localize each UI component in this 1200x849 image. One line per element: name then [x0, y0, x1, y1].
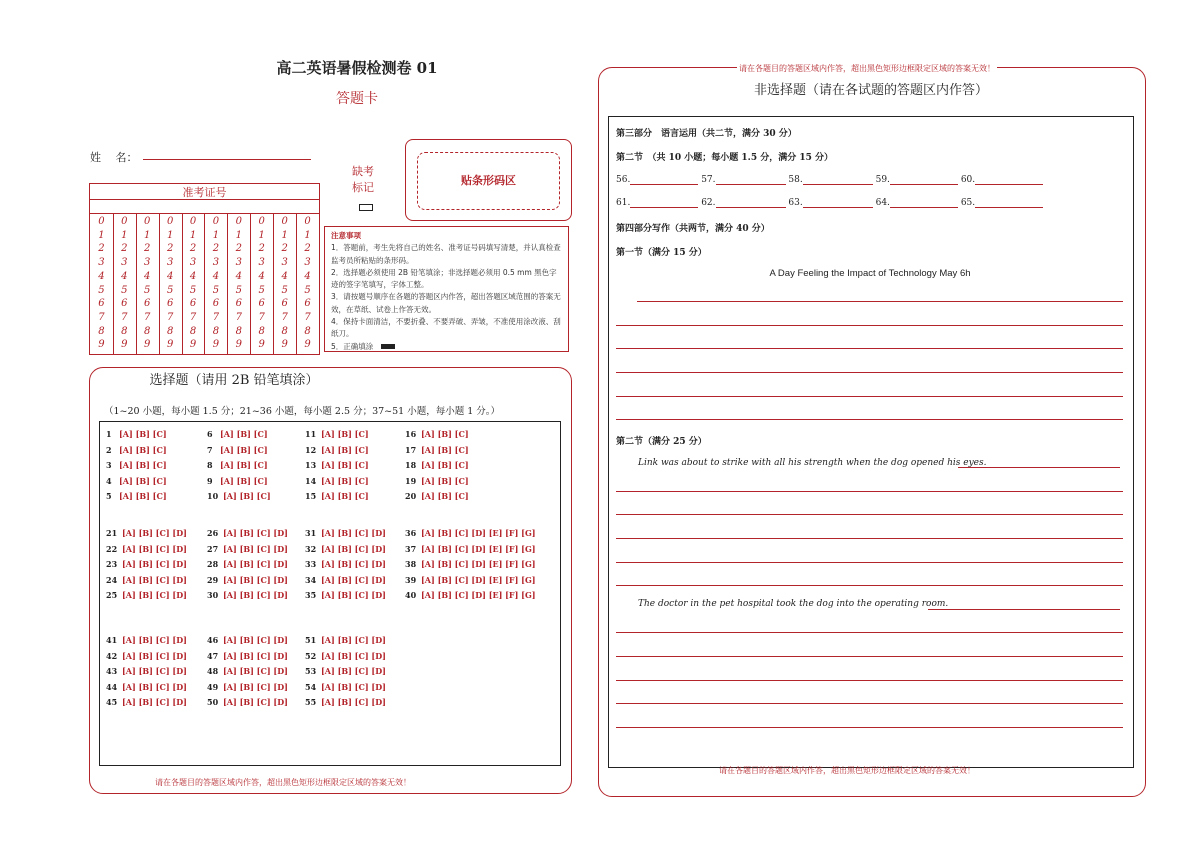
- writing-line[interactable]: [616, 656, 1123, 657]
- exam-digit-bubble[interactable]: 7: [166, 311, 174, 323]
- question-40[interactable]: 40 [A] [B] [C] [D] [E] [F] [G]: [405, 590, 536, 600]
- exam-digit-bubble[interactable]: 7: [304, 311, 311, 323]
- question-24[interactable]: 24 [A] [B] [C] [D]: [106, 574, 187, 585]
- exam-digit-bubble[interactable]: 1: [98, 229, 105, 241]
- exam-digit-bubble[interactable]: 6: [166, 298, 174, 310]
- exam-digit-bubble[interactable]: 3: [235, 257, 243, 269]
- exam-digit-bubble[interactable]: 4: [166, 270, 174, 282]
- exam-digit-bubble[interactable]: 9: [235, 339, 243, 351]
- notice-box: [324, 226, 569, 352]
- exam-digit-bubble[interactable]: 1: [281, 229, 288, 241]
- exam-digit-bubble[interactable]: 6: [121, 298, 128, 310]
- question-7[interactable]: 7 [A] [B] [C]: [207, 444, 268, 455]
- exam-digit-bubble[interactable]: 2: [235, 243, 243, 255]
- exam-digit-bubble[interactable]: 8: [235, 325, 243, 337]
- exam-digit-bubble[interactable]: 8: [189, 325, 197, 337]
- exam-digit-bubble[interactable]: 2: [281, 243, 288, 255]
- exam-digit-bubble[interactable]: 3: [166, 257, 174, 269]
- exam-digit-bubble[interactable]: 2: [144, 243, 151, 255]
- question-8[interactable]: 8 [A] [B] [C]: [207, 460, 268, 470]
- question-19[interactable]: 19 [A] [B] [C]: [405, 475, 469, 486]
- blank-field[interactable]: [975, 184, 1043, 185]
- exam-digit-bubble[interactable]: 6: [235, 298, 243, 310]
- exam-digit-bubble[interactable]: 3: [281, 257, 288, 269]
- name-label: 姓 名：: [90, 151, 138, 164]
- sheet-subtitle: 答题卡: [336, 91, 378, 107]
- exam-digit-bubble[interactable]: 8: [144, 325, 151, 337]
- blank-field[interactable]: [630, 184, 698, 185]
- question-35[interactable]: 35 [A] [B] [C] [D]: [305, 590, 386, 600]
- exam-digit-bubble[interactable]: 7: [258, 311, 265, 323]
- exam-digit-bubble[interactable]: 0: [144, 216, 151, 227]
- exam-digit-bubble[interactable]: 4: [304, 270, 311, 282]
- exam-digit-bubble[interactable]: 0: [189, 216, 197, 227]
- question-39[interactable]: 39 [A] [B] [C] [D] [E] [F] [G]: [405, 574, 536, 585]
- writing-line[interactable]: [616, 538, 1123, 539]
- question-3[interactable]: 3 [A] [B] [C]: [106, 460, 167, 470]
- exam-number-column[interactable]: [205, 213, 229, 354]
- exam-digit-bubble[interactable]: 7: [144, 311, 151, 323]
- exam-digit-bubble[interactable]: 0: [304, 216, 311, 227]
- notice-item: 3．请按题号顺序在各题的答题区内作答，超出答题区域范围的答案无效，在草纸、试卷上作答无效。: [331, 292, 561, 314]
- part4-heading: 第四部分写作（共两节，满分 40 分）: [616, 224, 770, 234]
- exam-digit-bubble[interactable]: 5: [98, 284, 105, 296]
- exam-digit-bubble[interactable]: 1: [189, 229, 197, 241]
- question-17[interactable]: 17 [A] [B] [C]: [405, 444, 469, 455]
- exam-number-column[interactable]: [227, 213, 251, 354]
- exam-digit-bubble[interactable]: 6: [189, 298, 197, 310]
- exam-digit-bubble[interactable]: 9: [212, 339, 220, 351]
- writing-line[interactable]: [616, 491, 1123, 492]
- exam-digit-bubble[interactable]: 2: [258, 243, 265, 255]
- exam-digit-bubble[interactable]: 1: [212, 229, 220, 241]
- question-27[interactable]: 27 [A] [B] [C] [D]: [207, 543, 288, 554]
- exam-digit-bubble[interactable]: 3: [121, 257, 128, 269]
- question-13[interactable]: 13 [A] [B] [C]: [305, 460, 369, 470]
- exam-digit-bubble[interactable]: 8: [98, 325, 105, 337]
- exam-digit-bubble[interactable]: 7: [189, 311, 197, 323]
- name-field[interactable]: [143, 159, 311, 160]
- exam-digit-bubble[interactable]: 8: [258, 325, 265, 337]
- exam-number-column[interactable]: [182, 213, 206, 354]
- notice-item: 4．保持卡面清洁，不要折叠、不要弄破、弄皱，不准使用涂改液、刮纸刀。: [331, 317, 561, 339]
- exam-digit-bubble[interactable]: 5: [166, 284, 174, 296]
- exam-digit-bubble[interactable]: 5: [281, 284, 288, 296]
- blank-field[interactable]: [630, 207, 698, 208]
- exam-digit-bubble[interactable]: 5: [304, 284, 311, 296]
- question-26[interactable]: 26 [A] [B] [C] [D]: [207, 528, 288, 538]
- exam-digit-bubble[interactable]: 5: [144, 284, 151, 296]
- exam-digit-bubble[interactable]: 9: [189, 339, 197, 351]
- writing-line[interactable]: [616, 632, 1123, 633]
- exam-digit-bubble[interactable]: 4: [258, 270, 265, 282]
- exam-number-column[interactable]: [159, 213, 183, 354]
- writing-line[interactable]: [616, 372, 1123, 373]
- question-45[interactable]: 45 [A] [B] [C] [D]: [106, 697, 187, 707]
- question-18[interactable]: 18 [A] [B] [C]: [405, 460, 469, 470]
- blank-field[interactable]: [890, 207, 958, 208]
- exam-digit-bubble[interactable]: 1: [121, 229, 128, 241]
- question-32[interactable]: 32 [A] [B] [C] [D]: [305, 543, 386, 554]
- absent-mark-box[interactable]: [359, 204, 373, 211]
- question-51[interactable]: 51 [A] [B] [C] [D]: [305, 635, 386, 645]
- question-12[interactable]: 12 [A] [B] [C]: [305, 444, 369, 455]
- question-38[interactable]: 38 [A] [B] [C] [D] [E] [F] [G]: [405, 559, 536, 569]
- question-42[interactable]: 42 [A] [B] [C] [D]: [106, 650, 187, 661]
- exam-digit-bubble[interactable]: 0: [212, 216, 220, 227]
- exam-digit-bubble[interactable]: 6: [304, 298, 311, 310]
- question-29[interactable]: 29 [A] [B] [C] [D]: [207, 574, 288, 585]
- question-54[interactable]: 54 [A] [B] [C] [D]: [305, 681, 386, 692]
- section2-heading: 第二节 （共 10 小题；每小题 1.5 分，满分 15 分）: [616, 153, 834, 163]
- question-43[interactable]: 43 [A] [B] [C] [D]: [106, 666, 187, 676]
- exam-digit-bubble[interactable]: 1: [235, 229, 243, 241]
- exam-digit-bubble[interactable]: 3: [144, 257, 151, 269]
- writing1-heading: 第一节（满分 15 分）: [616, 248, 707, 258]
- notice-title: 注意事项: [331, 231, 361, 240]
- exam-number-label: 准考证号: [90, 184, 319, 200]
- blanks-row-2: 61. 62. 63. 64. 65.: [616, 198, 1043, 208]
- exam-digit-bubble[interactable]: 6: [144, 298, 151, 310]
- exam-digit-bubble[interactable]: 9: [166, 339, 174, 351]
- exam-digit-bubble[interactable]: 0: [166, 216, 174, 227]
- question-25[interactable]: 25 [A] [B] [C] [D]: [106, 590, 187, 600]
- writing2-heading: 第二节（满分 25 分）: [616, 437, 707, 447]
- exam-digit-bubble[interactable]: 9: [144, 339, 151, 351]
- exam-digit-bubble[interactable]: 9: [304, 339, 311, 351]
- question-22[interactable]: 22 [A] [B] [C] [D]: [106, 543, 187, 554]
- choice-warning: 请在各题目的答题区域内作答，超出黑色矩形边框限定区域的答案无效！: [155, 778, 411, 787]
- exam-digit-bubble[interactable]: 2: [189, 243, 197, 255]
- question-20[interactable]: 20 [A] [B] [C]: [405, 491, 469, 501]
- exam-number-write-row[interactable]: [90, 199, 319, 214]
- question-9[interactable]: 9 [A] [B] [C]: [207, 475, 268, 486]
- exam-digit-bubble[interactable]: 4: [281, 270, 288, 282]
- exam-digit-bubble[interactable]: 8: [121, 325, 128, 337]
- exam-digit-bubble[interactable]: 3: [258, 257, 265, 269]
- exam-digit-bubble[interactable]: 4: [121, 270, 128, 282]
- exam-digit-bubble[interactable]: 0: [121, 216, 128, 227]
- blanks-row-1: 56. 57. 58. 59. 60.: [616, 175, 1043, 185]
- notice-fill-example: 5．正确填涂: [331, 341, 562, 353]
- exam-digit-bubble[interactable]: 1: [144, 229, 151, 241]
- exam-digit-bubble[interactable]: 5: [121, 284, 128, 296]
- question-49[interactable]: 49 [A] [B] [C] [D]: [207, 681, 288, 692]
- exam-digit-bubble[interactable]: 4: [235, 270, 243, 282]
- exam-number-column[interactable]: [250, 213, 274, 354]
- writing1-topic: A Day Feeling the Impact of Technology May 6h: [769, 268, 971, 279]
- exam-digit-bubble[interactable]: 4: [212, 270, 220, 282]
- top-warning: 请在各题目的答题区域内作答，超出黑色矩形边框限定区域的答案无效！: [739, 64, 995, 73]
- exam-number-column[interactable]: [90, 213, 114, 354]
- exam-digit-bubble[interactable]: 1: [304, 229, 311, 241]
- continuation-prompt-2: The doctor in the pet hospital took the dog into the operating room.: [638, 599, 949, 609]
- question-34[interactable]: 34 [A] [B] [C] [D]: [305, 574, 386, 585]
- question-2[interactable]: 2 [A] [B] [C]: [106, 444, 167, 455]
- exam-digit-bubble[interactable]: 1: [166, 229, 174, 241]
- writing-line[interactable]: [616, 396, 1123, 397]
- question-47[interactable]: 47 [A] [B] [C] [D]: [207, 650, 288, 661]
- exam-digit-bubble[interactable]: 7: [235, 311, 243, 323]
- exam-digit-bubble[interactable]: 9: [121, 339, 128, 351]
- exam-digit-bubble[interactable]: 6: [258, 298, 265, 310]
- question-28[interactable]: 28 [A] [B] [C] [D]: [207, 559, 288, 569]
- question-5[interactable]: 5 [A] [B] [C]: [106, 491, 167, 501]
- writing-line[interactable]: [928, 609, 1120, 610]
- exam-digit-bubble[interactable]: 3: [212, 257, 220, 269]
- exam-digit-bubble[interactable]: 9: [281, 339, 288, 351]
- exam-number-column[interactable]: [296, 213, 319, 354]
- question-46[interactable]: 46 [A] [B] [C] [D]: [207, 635, 288, 645]
- sheet-title: 高二英语暑假检测卷 01: [276, 59, 438, 77]
- exam-digit-bubble[interactable]: 5: [189, 284, 197, 296]
- writing-line[interactable]: [616, 562, 1123, 563]
- exam-digit-bubble[interactable]: 2: [98, 243, 105, 255]
- exam-digit-bubble[interactable]: 4: [98, 270, 105, 282]
- exam-digit-bubble[interactable]: 8: [304, 325, 311, 337]
- exam-digit-bubble[interactable]: 2: [121, 243, 128, 255]
- question-14[interactable]: 14 [A] [B] [C]: [305, 475, 369, 486]
- blank-field[interactable]: [803, 184, 873, 185]
- writing-line[interactable]: [616, 325, 1123, 326]
- notice-item: 2．选择题必须使用 2B 铅笔填涂；非选择题必须用 0.5 mm 黑色字迹的签字笔填写，字体工整。: [331, 267, 557, 290]
- exam-digit-bubble[interactable]: 5: [235, 284, 243, 296]
- part3-heading: 第三部分 语言运用（共二节，满分 30 分）: [616, 129, 797, 139]
- question-30[interactable]: 30 [A] [B] [C] [D]: [207, 590, 288, 600]
- exam-number-column[interactable]: [136, 213, 160, 354]
- exam-digit-bubble[interactable]: 5: [212, 284, 220, 296]
- filled-mark-icon: [381, 344, 395, 349]
- blank-field[interactable]: [716, 207, 786, 208]
- question-16[interactable]: 16 [A] [B] [C]: [405, 429, 469, 439]
- blank-field[interactable]: [890, 184, 958, 185]
- exam-number-column[interactable]: [113, 213, 137, 354]
- exam-number-column[interactable]: [273, 213, 297, 354]
- exam-digit-bubble[interactable]: 1: [258, 229, 265, 241]
- writing-line[interactable]: [958, 467, 1120, 468]
- exam-digit-bubble[interactable]: 8: [166, 325, 174, 337]
- question-53[interactable]: 53 [A] [B] [C] [D]: [305, 666, 386, 676]
- exam-digit-bubble[interactable]: 0: [98, 216, 105, 227]
- exam-digit-bubble[interactable]: 3: [98, 257, 105, 269]
- exam-digit-bubble[interactable]: 8: [212, 325, 220, 337]
- question-11[interactable]: 11 [A] [B] [C]: [305, 429, 369, 439]
- exam-digit-bubble[interactable]: 2: [166, 243, 174, 255]
- exam-digit-bubble[interactable]: 7: [212, 311, 220, 323]
- exam-digit-bubble[interactable]: 5: [258, 284, 265, 296]
- question-15[interactable]: 15 [A] [B] [C]: [305, 491, 369, 501]
- exam-digit-bubble[interactable]: 7: [98, 311, 105, 323]
- writing-line[interactable]: [616, 727, 1123, 728]
- question-55[interactable]: 55 [A] [B] [C] [D]: [305, 697, 386, 707]
- blank-field[interactable]: [716, 184, 786, 185]
- continuation-prompt-1: Link was about to strike with all his strength when the dog opened his eyes.: [638, 458, 987, 468]
- exam-number-grid: [89, 183, 320, 355]
- exam-digit-bubble[interactable]: 0: [281, 216, 288, 227]
- question-37[interactable]: 37 [A] [B] [C] [D] [E] [F] [G]: [405, 543, 536, 554]
- question-44[interactable]: 44 [A] [B] [C] [D]: [106, 681, 187, 692]
- exam-digit-bubble[interactable]: 7: [121, 311, 128, 323]
- question-52[interactable]: 52 [A] [B] [C] [D]: [305, 650, 386, 661]
- exam-digit-bubble[interactable]: 7: [281, 311, 288, 323]
- exam-digit-bubble[interactable]: 0: [235, 216, 243, 227]
- exam-digit-bubble[interactable]: 3: [189, 257, 197, 269]
- barcode-area: 贴条形码区: [417, 152, 560, 210]
- choice-note: （1~20 小题，每小题 1.5 分；21~36 小题，每小题 2.5 分；37~51 小题，每小题 1 分。）: [104, 406, 501, 417]
- exam-digit-bubble[interactable]: 2: [304, 243, 311, 255]
- question-21[interactable]: 21 [A] [B] [C] [D]: [106, 528, 187, 538]
- exam-digit-bubble[interactable]: 0: [258, 216, 265, 227]
- question-31[interactable]: 31 [A] [B] [C] [D]: [305, 528, 386, 538]
- exam-digit-bubble[interactable]: 3: [304, 257, 311, 269]
- exam-digit-bubble[interactable]: 8: [281, 325, 288, 337]
- blank-field[interactable]: [975, 207, 1043, 208]
- question-23[interactable]: 23 [A] [B] [C] [D]: [106, 559, 187, 569]
- exam-digit-bubble[interactable]: 6: [281, 298, 288, 310]
- question-1[interactable]: 1 [A] [B] [C]: [106, 429, 167, 439]
- exam-digit-bubble[interactable]: 2: [212, 243, 220, 255]
- notice-item: 1．答题前，考生先将自己的姓名、准考证号码填写清楚，并认真检查监考员所粘贴的条形码。: [331, 243, 561, 265]
- question-4[interactable]: 4 [A] [B] [C]: [106, 475, 167, 486]
- exam-digit-bubble[interactable]: 4: [189, 270, 197, 282]
- exam-digit-bubble[interactable]: 4: [144, 270, 151, 282]
- writing-line[interactable]: [637, 301, 1123, 302]
- question-6[interactable]: 6 [A] [B] [C]: [207, 429, 268, 439]
- question-10[interactable]: 10 [A] [B] [C]: [207, 491, 271, 501]
- exam-digit-bubble[interactable]: 9: [258, 339, 265, 351]
- blank-field[interactable]: [803, 207, 873, 208]
- question-36[interactable]: 36 [A] [B] [C] [D] [E] [F] [G]: [405, 528, 536, 538]
- bottom-warning: 请在各题目的答题区域内作答，超出黑色矩形边框限定区域的答案无效！: [719, 766, 975, 775]
- exam-digit-bubble[interactable]: 6: [98, 298, 105, 310]
- writing-line[interactable]: [616, 348, 1123, 349]
- exam-digit-bubble[interactable]: 9: [98, 339, 105, 351]
- writing-line[interactable]: [616, 680, 1123, 681]
- question-48[interactable]: 48 [A] [B] [C] [D]: [207, 666, 288, 676]
- writing-line[interactable]: [616, 585, 1123, 586]
- writing-line[interactable]: [616, 514, 1123, 515]
- exam-digit-bubble[interactable]: 6: [212, 298, 220, 310]
- question-41[interactable]: 41 [A] [B] [C] [D]: [106, 635, 187, 645]
- free-response-title: 非选择题（请在各试题的答题区内作答）: [753, 83, 988, 98]
- absent-mark-label: 缺考 标记: [352, 165, 374, 194]
- writing-line[interactable]: [616, 703, 1123, 704]
- writing-line[interactable]: [616, 419, 1123, 420]
- question-33[interactable]: 33 [A] [B] [C] [D]: [305, 559, 386, 569]
- question-50[interactable]: 50 [A] [B] [C] [D]: [207, 697, 288, 707]
- choice-title: 选择题（请用 2B 铅笔填涂）: [149, 373, 319, 388]
